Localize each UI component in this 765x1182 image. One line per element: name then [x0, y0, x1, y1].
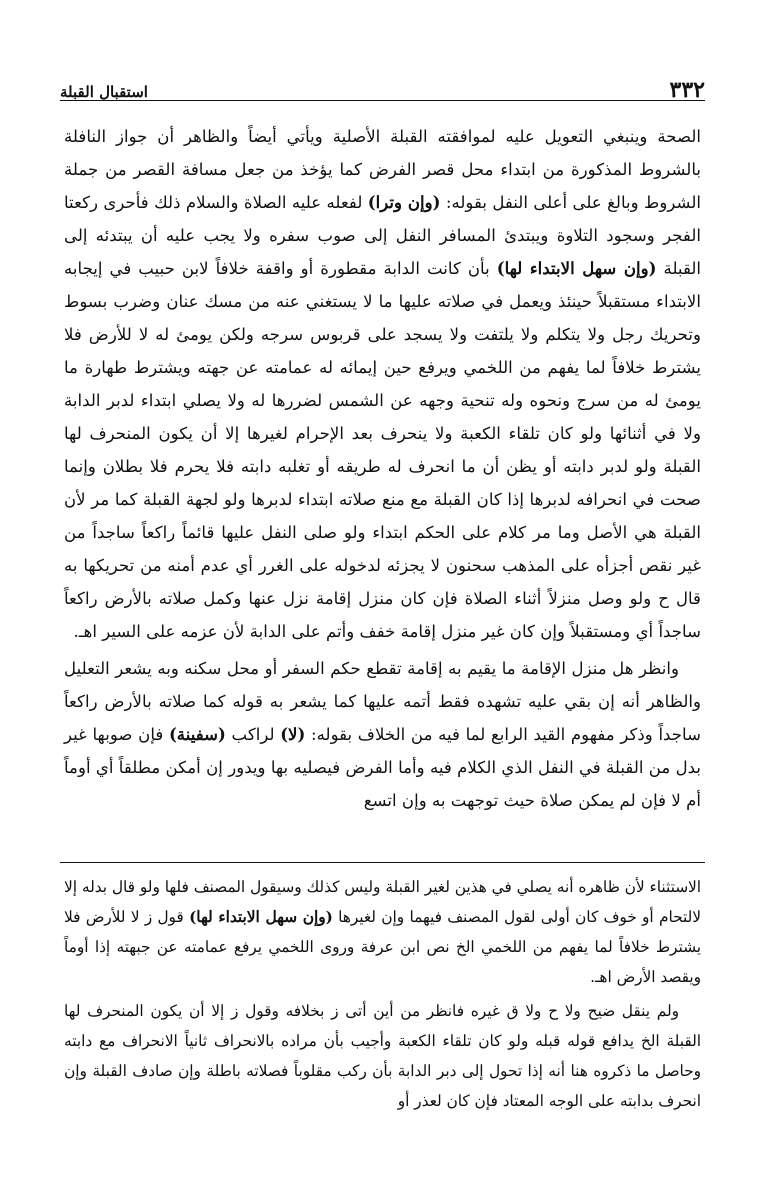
text-run: الصحة وينبغي التعويل عليه لموافقته القبلة الأصلية ويأتي أيضاً والظاهر أن جواز النافلة بالشروط المذكورة من ابتداء محل قصر الفرض كما يؤخذ من جعل مسافة القصر من جملة الشروط وبالغ على أعلى النفل بقوله: [64, 127, 701, 212]
text-run: بأن كانت الدابة مقطورة أو واقفة خلافاً لابن حبيب في إيجابه الابتداء مستقبلاً حينئذ ويعمل في صلاته عليها ما لا يستغني عنه من مسك عنان وضرب بسوط وتحريك رجل ولا يتكلم ولا يلتفت ولا يسجد على قربوس سرجه ولكن يومئ له لا للأرض فلا يشترط خلافاً لما يفهم من اللخمي ويرفع حين إيمائه له عمامته عن جهته ويشترط طهارة ما يومئ له من سرج ونحوه وله تنحية وجهه عن الشمس لضررها له ولا يصلي ابتداء لدبر الدابة ولا في أثنائها ولو كان تلقاء الكعبة ولا ينحرف بعد الإحرام لغيرها إلا أن يكون المنحرف لها القبلة ولو لدبر دابته أو يظن أن ما انحرف له طريقه أو تغلبه دابته فلا يحرم فلا بطلان وإنما صحت في انحرافه لدبرها إذا كان القبلة مع منع صلاته ابتداء لدبرها ولو لجهة القبلة كما مر لأن القبلة هي الأصل وما مر كلام على الحكم ابتداء ولو صلى النفل عليها قائماً راكعاً ساجداً من غير نقص أجزأه على المذهب سحنون لا يجزئه لدخوله على الغرر أي عدم أمنه من تحريكها به قال ح ولو وصل منزلاً أثناء الصلاة فإن كان منزل إقامة نزل عنها وكمل صلاته بالأرض راكعاً ساجداً أي ومستقبلاً وإن كان غير منزل إقامة خفف وأتم على الدابة لأن عزمه على السير اهـ. [64, 259, 701, 641]
footnote-paragraph-2: ولم ينقل ضيح ولا ح ولا ق غيره فانظر من أين أتى ز بخلافه وقول ز إلا أن يكون المنحرف لها القبلة الخ يدافع قوله قبله ولو كان تلقاء الكعبة وأجيب بأن مراده بالانحراف ثانياً الانحراف مع دابته وحاصل ما ذكروه هنا أنه إذا تحول إلى دبر الدابة بأن ركب مقلوباً فصلاته باطلة وإن صادف القبلة وإن انحرف بدابته على الوجه المعتاد فإن كان لعذر أو [64, 1002, 701, 1110]
main-paragraph-1 [64, 120, 701, 648]
text-run: لراكب [225, 725, 281, 744]
running-title: استقبال القبلة [60, 83, 148, 101]
text-run: وانظر هل منزل الإقامة ما يقيم به إقامة تقطع حكم السفر أو محل سكنه وبه يشعر التعليل والظاهر أنه إن بقي عليه تشهده فقط أتمه عليها كما يشعر به قوله كما صلاته بالأرض راكعاً ساجداً وذكر مفهوم القيد الرابع لما فيه من الخلاف بقوله: [64, 659, 701, 744]
footnote-paragraph-1 [64, 872, 701, 992]
footnote-rule [60, 862, 705, 863]
page-number: ٣٣٢ [669, 77, 705, 103]
matn-quote: (سفينة) [168, 724, 226, 744]
matn-quote: (لا) [280, 724, 306, 744]
matn-quote: (وإن وترا) [367, 192, 441, 212]
matn-quote: (وإن سهل الابتداء لها) [496, 258, 657, 278]
page-header [60, 72, 705, 102]
main-text [64, 120, 701, 817]
main-paragraph-2 [64, 652, 701, 817]
text-run: الاستثناء لأن ظاهره أنه يصلي في هذين لغير القبلة وليس كذلك وسيقول المصنف فلها ولو قال بدله إلا لالتحام أو خوف كان أولى لقول المصنف فيهما وإن لغيرها [64, 878, 701, 926]
footnotes [64, 872, 701, 1116]
matn-quote: (وإن سهل الابتداء لها) [189, 908, 333, 926]
text-run: قول ز لا للأرض فلا يشترط خلافاً لما يفهم من اللخمي الخ نص ابن عرفة وروى اللخمي يرفع عمامته عن جبهته إذا أوماً ويقصد الأرض اهـ. [64, 908, 701, 986]
header-rule [60, 100, 705, 101]
text-run: فإن صوبها غير بدل من القبلة في النفل الذي الكلام فيه وأما الفرض فيصليه بها ويدور إن أمكن مطلقاً أي أوماً أم لا فإن لم يمكن صلاة حيث توجهت به وإن اتسع [64, 725, 701, 810]
text-run: لفعله عليه الصلاة والسلام ذلك فأحرى ركعتا الفجر وسجود التلاوة ويبتدئ المسافر النفل إلى صوب سفره ولا يجب عليه أن يبتدئه إلى القبلة [64, 193, 702, 278]
